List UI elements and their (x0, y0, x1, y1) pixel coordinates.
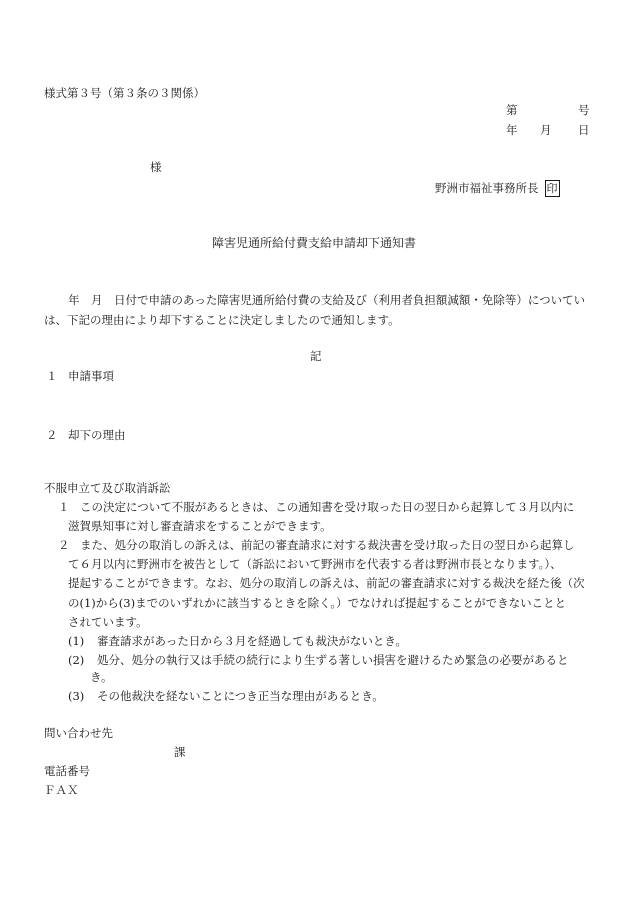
doc-number-suffix: 号 (578, 103, 590, 117)
appeal-item-2-line-2: て６月以内に野洲市を被告として（訴訟において野洲市を代表する者は野洲市長となります。）、 (68, 557, 562, 571)
sub-item-2-text: 処分、処分の執行又は手続の続行により生ずる著しい損害を避けるため緊急の必要があると (97, 653, 569, 667)
appeal-item-2-num: ２ (58, 538, 70, 552)
sub-item-2-num: (2) (68, 653, 85, 667)
contact-fax-label: ＦＡＸ (44, 783, 79, 797)
contact-phone-label: 電話番号 (44, 764, 90, 778)
section-2-label: 却下の理由 (68, 428, 126, 442)
sub-item-1-text: 審査請求があった日から３月を経過しても裁決がないとき。 (97, 634, 407, 648)
sender-block (435, 180, 560, 197)
appeal-item-1-line-2: 滋賀県知事に対し審査請求をすることができます。 (68, 519, 332, 533)
sub-item-3-num: (3) (68, 689, 85, 703)
appeal-item-2-line-1: また、処分の取消しの訴えは、前記の審査請求に対する裁決書を受け取った日の翌日から起算し (80, 538, 575, 552)
sub-item-3-text: その他裁決を経ないことにつき正当な理由があるとき。 (97, 689, 384, 703)
seal-stamp: 印 (546, 182, 558, 195)
sub-item-1-num: (1) (68, 634, 85, 648)
appeal-heading: 不服申立て及び取消訴訟 (44, 481, 171, 495)
appeal-item-2-line-5: されています。 (68, 615, 148, 629)
date-month: 月 (540, 123, 552, 137)
contact-section-suffix: 課 (174, 745, 186, 759)
date-year: 年 (506, 123, 518, 137)
body-line-1: 年 月 日付で申請のあった障害児通所給付費の支給及び（利用者負担額減額・免除等）についてい (68, 293, 586, 307)
sender-title: 野洲市福祉事務所長 (435, 181, 539, 195)
form-label: 様式第３号（第３条の３関係） (44, 86, 205, 100)
ki-heading: 記 (310, 349, 322, 363)
sub-item-2-cont: き。 (90, 670, 113, 684)
page-title: 障害児通所給付費支給申請却下通知書 (212, 236, 417, 250)
section-1-label: 申請事項 (68, 369, 114, 383)
appeal-item-1-line-1: この決定について不服があるときは、この通知書を受け取った日の翌日から起算して３月以内に (80, 500, 575, 514)
section-1-num: １ (46, 369, 58, 383)
appeal-item-2-line-3: 提起することができます。なお、処分の取消しの訴えは、前記の審査請求に対する裁決を経た後（次 (68, 576, 585, 590)
contact-label: 問い合わせ先 (44, 726, 113, 740)
appeal-item-2-line-4: の(1)から(3)までのいずれかに該当するときを除く。）でなければ提起することができないことと (68, 596, 567, 610)
appeal-item-1-num: １ (58, 500, 70, 514)
date-day: 日 (578, 123, 590, 137)
addressee-suffix: 様 (150, 160, 162, 174)
body-line-2: は、下記の理由により却下することに決定しましたので通知します。 (44, 313, 400, 327)
doc-number-prefix: 第 (506, 103, 518, 117)
section-2-num: ２ (46, 428, 58, 442)
